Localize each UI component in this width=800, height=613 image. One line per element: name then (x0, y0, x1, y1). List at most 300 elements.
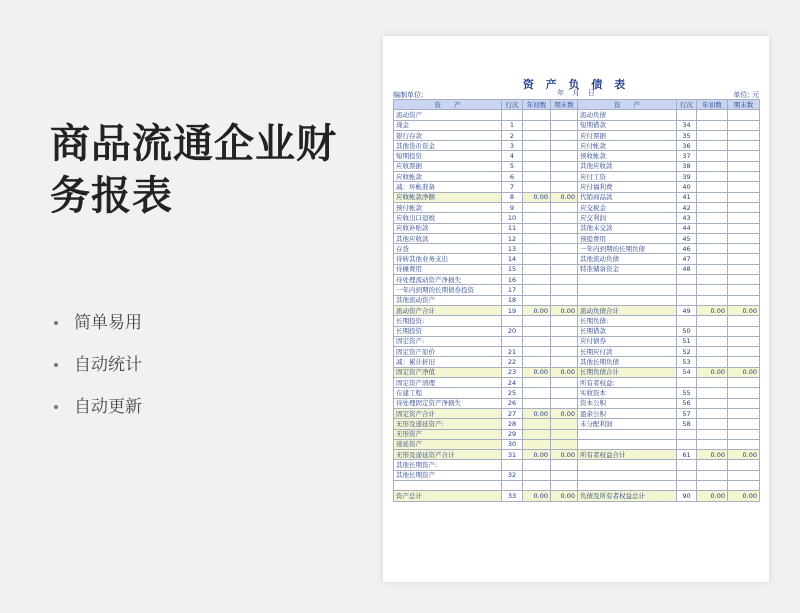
table-row (394, 470, 760, 480)
liability-cell: 预提费用 (578, 233, 677, 243)
end-value-cell (728, 470, 760, 480)
begin-value-cell (697, 295, 728, 305)
end-value-cell (551, 233, 578, 243)
table-row (394, 161, 760, 171)
end-value-cell: 0.00 (551, 491, 578, 501)
begin-value-cell: 0.00 (523, 450, 551, 460)
begin-value-cell (523, 388, 551, 398)
line-no-cell: 20 (502, 326, 523, 336)
begin-value-cell: 0.00 (523, 192, 551, 202)
table-header-row (394, 100, 760, 110)
end-value-cell (551, 275, 578, 285)
feature-item (54, 394, 142, 436)
line-no-cell: 28 (502, 419, 523, 429)
table-row (394, 120, 760, 130)
end-value-cell (728, 439, 760, 449)
liability-cell: 所有者权益合计 (578, 450, 677, 460)
begin-value-cell: 0.00 (697, 305, 728, 315)
line-no-cell: 11 (502, 223, 523, 233)
table-row (394, 316, 760, 326)
begin-value-cell (697, 213, 728, 223)
table-row (394, 357, 760, 367)
end-value-cell (728, 285, 760, 295)
header-line: 行次 (677, 100, 697, 110)
end-value-cell (728, 316, 760, 326)
line-no-cell: 3 (502, 141, 523, 151)
end-value-cell (728, 378, 760, 388)
table-row (394, 182, 760, 192)
asset-cell: 减：累计折旧 (394, 357, 502, 367)
table-row (394, 398, 760, 408)
liability-cell: 应交利润 (578, 213, 677, 223)
line-no-cell: 34 (677, 120, 697, 130)
table-row (394, 275, 760, 285)
compiling-unit-label: 编制单位: (393, 91, 424, 99)
table-row (394, 378, 760, 388)
liability-cell (578, 470, 677, 480)
line-no-cell: 40 (677, 182, 697, 192)
line-no-cell: 17 (502, 285, 523, 295)
begin-value-cell (697, 398, 728, 408)
table-row (394, 326, 760, 336)
table-row (394, 419, 760, 429)
line-no-cell: 32 (502, 470, 523, 480)
begin-value-cell (697, 172, 728, 182)
asset-cell: 应收出口退税 (394, 213, 502, 223)
liability-cell: 长期负债合计 (578, 367, 677, 377)
table-row (394, 264, 760, 274)
line-no-cell: 25 (502, 388, 523, 398)
asset-cell: 无形及递延资产合计 (394, 450, 502, 460)
liability-cell: 流动负债 (578, 110, 677, 120)
end-value-cell (551, 419, 578, 429)
end-value-cell (728, 419, 760, 429)
line-no-cell: 36 (677, 141, 697, 151)
line-no-cell: 58 (677, 419, 697, 429)
asset-cell: 在建工程 (394, 388, 502, 398)
begin-value-cell (523, 120, 551, 130)
table-row (394, 202, 760, 212)
begin-value-cell (523, 357, 551, 367)
begin-value-cell (697, 130, 728, 140)
end-value-cell (728, 213, 760, 223)
feature-item (54, 310, 142, 352)
line-no-cell (677, 480, 697, 490)
end-value-cell (551, 470, 578, 480)
line-no-cell: 52 (677, 347, 697, 357)
begin-value-cell (697, 110, 728, 120)
asset-cell (394, 480, 502, 490)
begin-value-cell (523, 202, 551, 212)
liability-cell: 其他流动负债 (578, 254, 677, 264)
sheet-title: 资 产 负 债 表 (522, 78, 630, 91)
end-value-cell (728, 130, 760, 140)
end-value-cell (728, 244, 760, 254)
begin-value-cell (523, 429, 551, 439)
end-value-cell (728, 429, 760, 439)
liability-cell: 应付票据 (578, 130, 677, 140)
liability-cell: 代销商品款 (578, 192, 677, 202)
table-row (394, 450, 760, 460)
begin-value-cell (697, 419, 728, 429)
liability-cell: 短期借款 (578, 120, 677, 130)
begin-value-cell (697, 347, 728, 357)
header-line: 行次 (502, 100, 523, 110)
begin-value-cell (697, 151, 728, 161)
table-row (394, 305, 760, 315)
table-row (394, 130, 760, 140)
begin-value-cell (523, 233, 551, 243)
begin-value-cell (523, 275, 551, 285)
begin-value-cell (523, 419, 551, 429)
asset-cell: 其他应收款 (394, 233, 502, 243)
begin-value-cell (523, 439, 551, 449)
balance-sheet-table (393, 99, 760, 502)
end-value-cell (728, 336, 760, 346)
end-value-cell (728, 388, 760, 398)
liability-cell: 负债及所有者权益总计 (578, 491, 677, 501)
begin-value-cell (523, 151, 551, 161)
end-value-cell (551, 130, 578, 140)
begin-value-cell (697, 120, 728, 130)
begin-value-cell (523, 398, 551, 408)
line-no-cell: 50 (677, 326, 697, 336)
table-row (394, 223, 760, 233)
end-value-cell (551, 347, 578, 357)
asset-cell: 固定资产: (394, 336, 502, 346)
end-value-cell: 0.00 (728, 491, 760, 501)
end-value-cell (551, 120, 578, 130)
liability-cell: 所有者权益: (578, 378, 677, 388)
begin-value-cell (523, 213, 551, 223)
line-no-cell: 21 (502, 347, 523, 357)
line-no-cell: 26 (502, 398, 523, 408)
table-row (394, 408, 760, 418)
end-value-cell (728, 172, 760, 182)
begin-value-cell (523, 244, 551, 254)
liability-cell: 其他长期负债 (578, 357, 677, 367)
line-no-cell: 43 (677, 213, 697, 223)
begin-value-cell (697, 408, 728, 418)
end-value-cell (728, 151, 760, 161)
end-value-cell: 0.00 (728, 305, 760, 315)
liability-cell: 流动负债合计 (578, 305, 677, 315)
line-no-cell: 8 (502, 192, 523, 202)
line-no-cell: 30 (502, 439, 523, 449)
line-no-cell: 9 (502, 202, 523, 212)
begin-value-cell (697, 460, 728, 470)
end-value-cell (728, 192, 760, 202)
begin-value-cell (523, 141, 551, 151)
begin-value-cell (523, 470, 551, 480)
end-value-cell (728, 141, 760, 151)
end-value-cell (551, 141, 578, 151)
line-no-cell (502, 480, 523, 490)
begin-value-cell: 0.00 (697, 491, 728, 501)
liability-cell (578, 480, 677, 490)
table-row (394, 480, 760, 490)
line-no-cell: 6 (502, 172, 523, 182)
asset-cell: 固定资产原价 (394, 347, 502, 357)
liability-cell: 应付福利费 (578, 182, 677, 192)
feature-item (54, 352, 142, 394)
end-value-cell (728, 233, 760, 243)
liability-cell: 长期借款 (578, 326, 677, 336)
end-value-cell (728, 223, 760, 233)
end-value-cell (551, 223, 578, 233)
line-no-cell: 57 (677, 408, 697, 418)
end-value-cell (551, 161, 578, 171)
sheet-date: 年 月 日 (557, 89, 595, 97)
line-no-cell (677, 460, 697, 470)
asset-cell: 无形及递延资产: (394, 419, 502, 429)
line-no-cell: 61 (677, 450, 697, 460)
line-no-cell: 41 (677, 192, 697, 202)
end-value-cell (728, 120, 760, 130)
line-no-cell: 42 (677, 202, 697, 212)
end-value-cell (551, 316, 578, 326)
promo-title: 商品流通企业财务报表 (50, 121, 337, 219)
line-no-cell: 35 (677, 130, 697, 140)
begin-value-cell (523, 110, 551, 120)
header-end: 期末数 (551, 100, 578, 110)
end-value-cell (728, 110, 760, 120)
liability-cell: 应付债券 (578, 336, 677, 346)
table-row (394, 213, 760, 223)
begin-value-cell (523, 264, 551, 274)
begin-value-cell (697, 264, 728, 274)
line-no-cell: 24 (502, 378, 523, 388)
line-no-cell (677, 275, 697, 285)
feature-label: 自动更新 (74, 397, 142, 417)
asset-cell: 减：坏帐准备 (394, 182, 502, 192)
liability-cell (578, 429, 677, 439)
end-value-cell (728, 408, 760, 418)
bullet-icon (54, 405, 58, 409)
line-no-cell: 44 (677, 223, 697, 233)
end-value-cell (551, 357, 578, 367)
balance-sheet-preview (383, 36, 769, 582)
asset-cell: 无形资产 (394, 429, 502, 439)
table-body (394, 110, 760, 501)
begin-value-cell (523, 161, 551, 171)
begin-value-cell (697, 275, 728, 285)
table-row (394, 336, 760, 346)
line-no-cell: 45 (677, 233, 697, 243)
line-no-cell: 31 (502, 450, 523, 460)
asset-cell: 固定资产净值 (394, 367, 502, 377)
begin-value-cell (697, 326, 728, 336)
end-value-cell (728, 161, 760, 171)
line-no-cell: 38 (677, 161, 697, 171)
line-no-cell: 33 (502, 491, 523, 501)
asset-cell: 待转其他业务支出 (394, 254, 502, 264)
asset-cell: 一年内到期的长期债券投资 (394, 285, 502, 295)
liability-cell: 其他应收款 (578, 161, 677, 171)
asset-cell: 固定资产合计 (394, 408, 502, 418)
asset-cell: 其他长期资产 (394, 470, 502, 480)
begin-value-cell (697, 429, 728, 439)
end-value-cell (551, 295, 578, 305)
line-no-cell: 56 (677, 398, 697, 408)
end-value-cell (551, 388, 578, 398)
end-value-cell (728, 275, 760, 285)
begin-value-cell: 0.00 (523, 408, 551, 418)
line-no-cell: 46 (677, 244, 697, 254)
begin-value-cell (697, 192, 728, 202)
asset-cell: 现金 (394, 120, 502, 130)
asset-cell: 其他长期资产: (394, 460, 502, 470)
end-value-cell (551, 378, 578, 388)
end-value-cell (728, 460, 760, 470)
asset-cell: 流动资产合计 (394, 305, 502, 315)
asset-cell: 流动资产 (394, 110, 502, 120)
begin-value-cell (523, 223, 551, 233)
end-value-cell (551, 285, 578, 295)
begin-value-cell (523, 285, 551, 295)
line-no-cell (502, 110, 523, 120)
begin-value-cell (523, 295, 551, 305)
begin-value-cell (697, 439, 728, 449)
table-row (394, 244, 760, 254)
end-value-cell (551, 336, 578, 346)
begin-value-cell (697, 378, 728, 388)
end-value-cell (551, 213, 578, 223)
begin-value-cell (697, 470, 728, 480)
line-no-cell: 10 (502, 213, 523, 223)
table-row (394, 460, 760, 470)
header-begin: 年初数 (523, 100, 551, 110)
end-value-cell (728, 202, 760, 212)
asset-cell: 应收帐款净额 (394, 192, 502, 202)
line-no-cell: 49 (677, 305, 697, 315)
table-row (394, 491, 760, 501)
line-no-cell: 48 (677, 264, 697, 274)
begin-value-cell: 0.00 (523, 367, 551, 377)
end-value-cell: 0.00 (551, 450, 578, 460)
end-value-cell (728, 295, 760, 305)
liability-cell: 应付帐款 (578, 141, 677, 151)
asset-cell: 待处理固定资产净损失 (394, 398, 502, 408)
line-no-cell (677, 110, 697, 120)
asset-cell: 待摊费用 (394, 264, 502, 274)
line-no-cell (502, 336, 523, 346)
line-no-cell: 2 (502, 130, 523, 140)
currency-unit-label: 单位: 元 (733, 91, 759, 99)
end-value-cell (728, 357, 760, 367)
line-no-cell: 55 (677, 388, 697, 398)
liability-cell: 其他未交款 (578, 223, 677, 233)
begin-value-cell (697, 254, 728, 264)
liability-cell: 未分配利润 (578, 419, 677, 429)
end-value-cell (551, 172, 578, 182)
asset-cell: 固定资产清理 (394, 378, 502, 388)
table-row (394, 110, 760, 120)
begin-value-cell (523, 254, 551, 264)
asset-cell: 递延资产 (394, 439, 502, 449)
liability-cell (578, 439, 677, 449)
table-row (394, 172, 760, 182)
end-value-cell (728, 326, 760, 336)
table-row (394, 367, 760, 377)
table-row (394, 439, 760, 449)
table-row (394, 295, 760, 305)
end-value-cell (728, 264, 760, 274)
begin-value-cell: 0.00 (697, 367, 728, 377)
liability-cell: 特准储备资金 (578, 264, 677, 274)
begin-value-cell: 0.00 (697, 450, 728, 460)
line-no-cell (677, 285, 697, 295)
begin-value-cell (697, 388, 728, 398)
begin-value-cell (697, 316, 728, 326)
bullet-icon (54, 321, 58, 325)
end-value-cell (551, 264, 578, 274)
asset-cell: 长期投资: (394, 316, 502, 326)
table-row (394, 151, 760, 161)
header-begin: 年初数 (697, 100, 728, 110)
end-value-cell: 0.00 (728, 450, 760, 460)
line-no-cell (677, 429, 697, 439)
table-row (394, 429, 760, 439)
liability-cell: 长期负债: (578, 316, 677, 326)
bullet-icon (54, 363, 58, 367)
liability-cell: 应交税金 (578, 202, 677, 212)
liability-cell (578, 285, 677, 295)
end-value-cell: 0.00 (551, 408, 578, 418)
begin-value-cell (523, 336, 551, 346)
line-no-cell: 22 (502, 357, 523, 367)
line-no-cell: 27 (502, 408, 523, 418)
begin-value-cell (697, 357, 728, 367)
end-value-cell (551, 110, 578, 120)
line-no-cell: 53 (677, 357, 697, 367)
end-value-cell: 0.00 (728, 367, 760, 377)
end-value-cell (551, 429, 578, 439)
line-no-cell: 12 (502, 233, 523, 243)
liability-cell: 一年内到期的长期负债 (578, 244, 677, 254)
end-value-cell (551, 202, 578, 212)
begin-value-cell (697, 244, 728, 254)
header-end: 期末数 (728, 100, 760, 110)
table-row (394, 192, 760, 202)
feature-label: 简单易用 (74, 313, 142, 333)
begin-value-cell (697, 233, 728, 243)
asset-cell: 存货 (394, 244, 502, 254)
asset-cell: 长期投资 (394, 326, 502, 336)
begin-value-cell (697, 336, 728, 346)
line-no-cell (677, 470, 697, 480)
line-no-cell: 23 (502, 367, 523, 377)
line-no-cell: 4 (502, 151, 523, 161)
feature-list (54, 310, 142, 436)
line-no-cell (502, 460, 523, 470)
end-value-cell: 0.00 (551, 367, 578, 377)
end-value-cell (551, 480, 578, 490)
end-value-cell (551, 439, 578, 449)
liability-cell: 应付工资 (578, 172, 677, 182)
liability-cell (578, 295, 677, 305)
begin-value-cell (523, 130, 551, 140)
line-no-cell: 16 (502, 275, 523, 285)
asset-cell: 其他货币资金 (394, 141, 502, 151)
liability-cell: 长期应付款 (578, 347, 677, 357)
line-no-cell (677, 295, 697, 305)
begin-value-cell (523, 480, 551, 490)
begin-value-cell (697, 161, 728, 171)
end-value-cell (551, 398, 578, 408)
header-asset: 资 产 (394, 100, 502, 110)
line-no-cell: 15 (502, 264, 523, 274)
